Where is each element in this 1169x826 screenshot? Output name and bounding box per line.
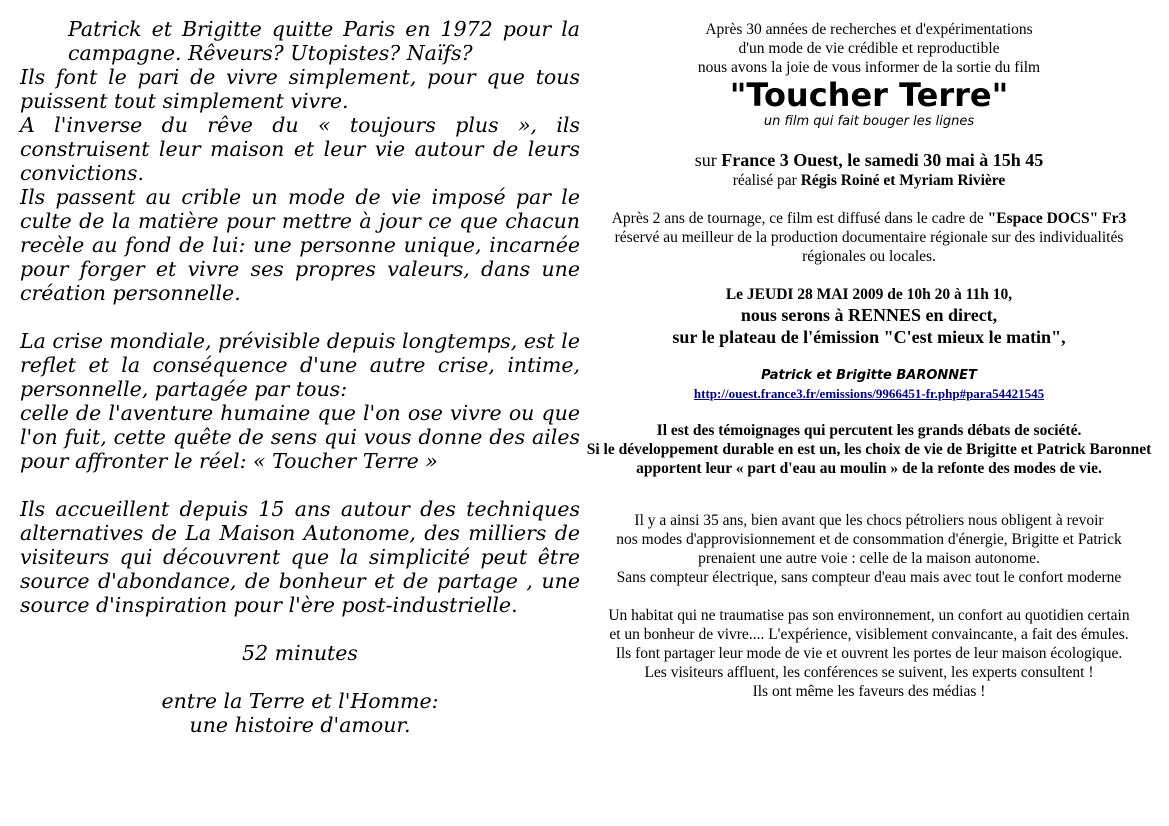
history-line-2: nos modes d'approvisionnement et de consommation d'énergie, Brigitte et Patrick [616,531,1122,548]
spacer [584,266,1154,285]
intro-line-1: Après 30 années de recherches et d'expérimentations [705,21,1033,38]
spacer [20,473,580,497]
espace-docs-label: "Espace DOCS" Fr3 [987,210,1127,227]
spacer [584,587,1154,606]
broadcast-prefix: sur [694,150,722,170]
directors: Régis Roiné et Myriam Rivière [800,172,1006,189]
intro-line-sieve: Ils passent au crible un mode de vie imposé par le culte de la matière pour mettre à jour ce que chacun recèle au fond de lui: une personne unique, incarnée pour forger et vivre ses propres valeurs, dans une création personnelle. [20,185,580,305]
film-title: "Toucher Terre" [729,76,1009,114]
broadcast-info [584,149,1154,171]
crisis-paragraph: La crise mondiale, prévisible depuis longtemps, est le reflet et la conséquence d'une autre crise, intime, personnelle, partagée par tous: [20,329,580,401]
authors-name: Patrick et Brigitte BARONNET [761,368,977,383]
director-line [584,171,1154,190]
spacer [584,402,1154,421]
spacer [584,190,1154,209]
broadcast-date: France 3 Ouest, le samedi 30 mai à 15h 45 [721,150,1044,170]
habitat-line-4: Les visiteurs affluent, les conférences se suivent, les experts consultent ! [644,664,1094,681]
live-show: sur le plateau de l'émission "C'est mieux le matin", [672,327,1066,347]
habitat-line-3: Ils font partager leur mode de vie et ouvrent les portes de leur maison écologique. [615,645,1123,662]
visitors-paragraph: Ils accueillent depuis 15 ans autour des techniques alternatives de La Maison Autonome, des milliers de visiteurs qui découvrent que la simplicité peut être source d'abondance, de bonheur et de partage , une source d'inspiration pour l'ère post-industrielle. [20,497,580,617]
right-column [584,20,1154,701]
history-line-1: Il y a ainsi 35 ans, bien avant que les chocs pétroliers nous obligent à revoir [634,512,1104,529]
film-subtitle: un film qui fait bouger les lignes [763,114,975,129]
habitat-line-5: Ils ont même les faveurs des médias ! [752,683,986,700]
left-column [20,17,580,737]
testimony-line-2: Si le développement durable en est un, les choix de vie de Brigitte et Patrick Baronnet [586,441,1152,458]
intro-paragraph: Patrick et Brigitte quitte Paris en 1972 pour la campagne. Rêveurs? Utopistes? Naïfs? [68,17,580,65]
spacer [20,305,580,329]
history-line-3: prenaient une autre voie : celle de la maison autonome. [698,550,1040,567]
context-line [584,209,1154,228]
testimony-line-3: apportent leur « part d'eau au moulin » de la refonte des modes de vie. [636,460,1102,477]
habitat-line-2: et un bonheur de vivre.... L'expérience, visiblement convaincante, a fait des émules. [609,626,1129,643]
duration-text: 52 minutes [242,641,358,665]
france3-link[interactable]: http://ouest.france3.fr/emissions/9966451-fr.php#para54421545 [693,386,1045,401]
spacer [20,665,580,689]
live-location: nous serons à RENNES en direct, [740,305,998,325]
intro-line-inverse-dream: A l'inverse du rêve du « toujours plus », ils construisent leur maison et leur vie autour de leurs convictions. [20,113,580,185]
history-line-4: Sans compteur électrique, sans compteur d'eau mais avec tout le confort moderne [616,569,1122,586]
intro-line-2: d'un mode de vie crédible et reproductible [738,40,1000,57]
director-prefix: réalisé par [732,172,801,189]
spacer [584,130,1154,149]
testimony-line-1: Il est des témoignages qui percutent les grands débats de société. [656,422,1082,439]
crisis-paragraph-continued: celle de l'aventure humaine que l'on ose vivre ou que l'on fuit, cette quête de sens qui vous donne des ailes pour affronter le réel: « Toucher Terre » [20,401,580,473]
intro-line-3: nous avons la joie de vous informer de la sortie du film [697,59,1041,76]
spacer [584,348,1154,367]
habitat-line-1: Un habitat qui ne traumatise pas son environnement, un confort au quotidien certain [608,607,1130,624]
closing-line-1: entre la Terre et l'Homme: [161,689,439,713]
spacer [584,478,1154,511]
context-prefix: Après 2 ans de tournage, ce film est diffusé dans le cadre de [611,210,988,227]
spacer [20,617,580,641]
closing-line-2: une histoire d'amour. [189,713,411,737]
live-date: Le JEUDI 28 MAI 2009 de 10h 20 à 11h 10, [725,286,1013,303]
intro-line-simple-living: Ils font le pari de vivre simplement, pour que tous puissent tout simplement vivre. [20,65,580,113]
context-rest: réservé au meilleur de la production documentaire régionale sur des individualités régionales ou locales. [614,229,1124,265]
